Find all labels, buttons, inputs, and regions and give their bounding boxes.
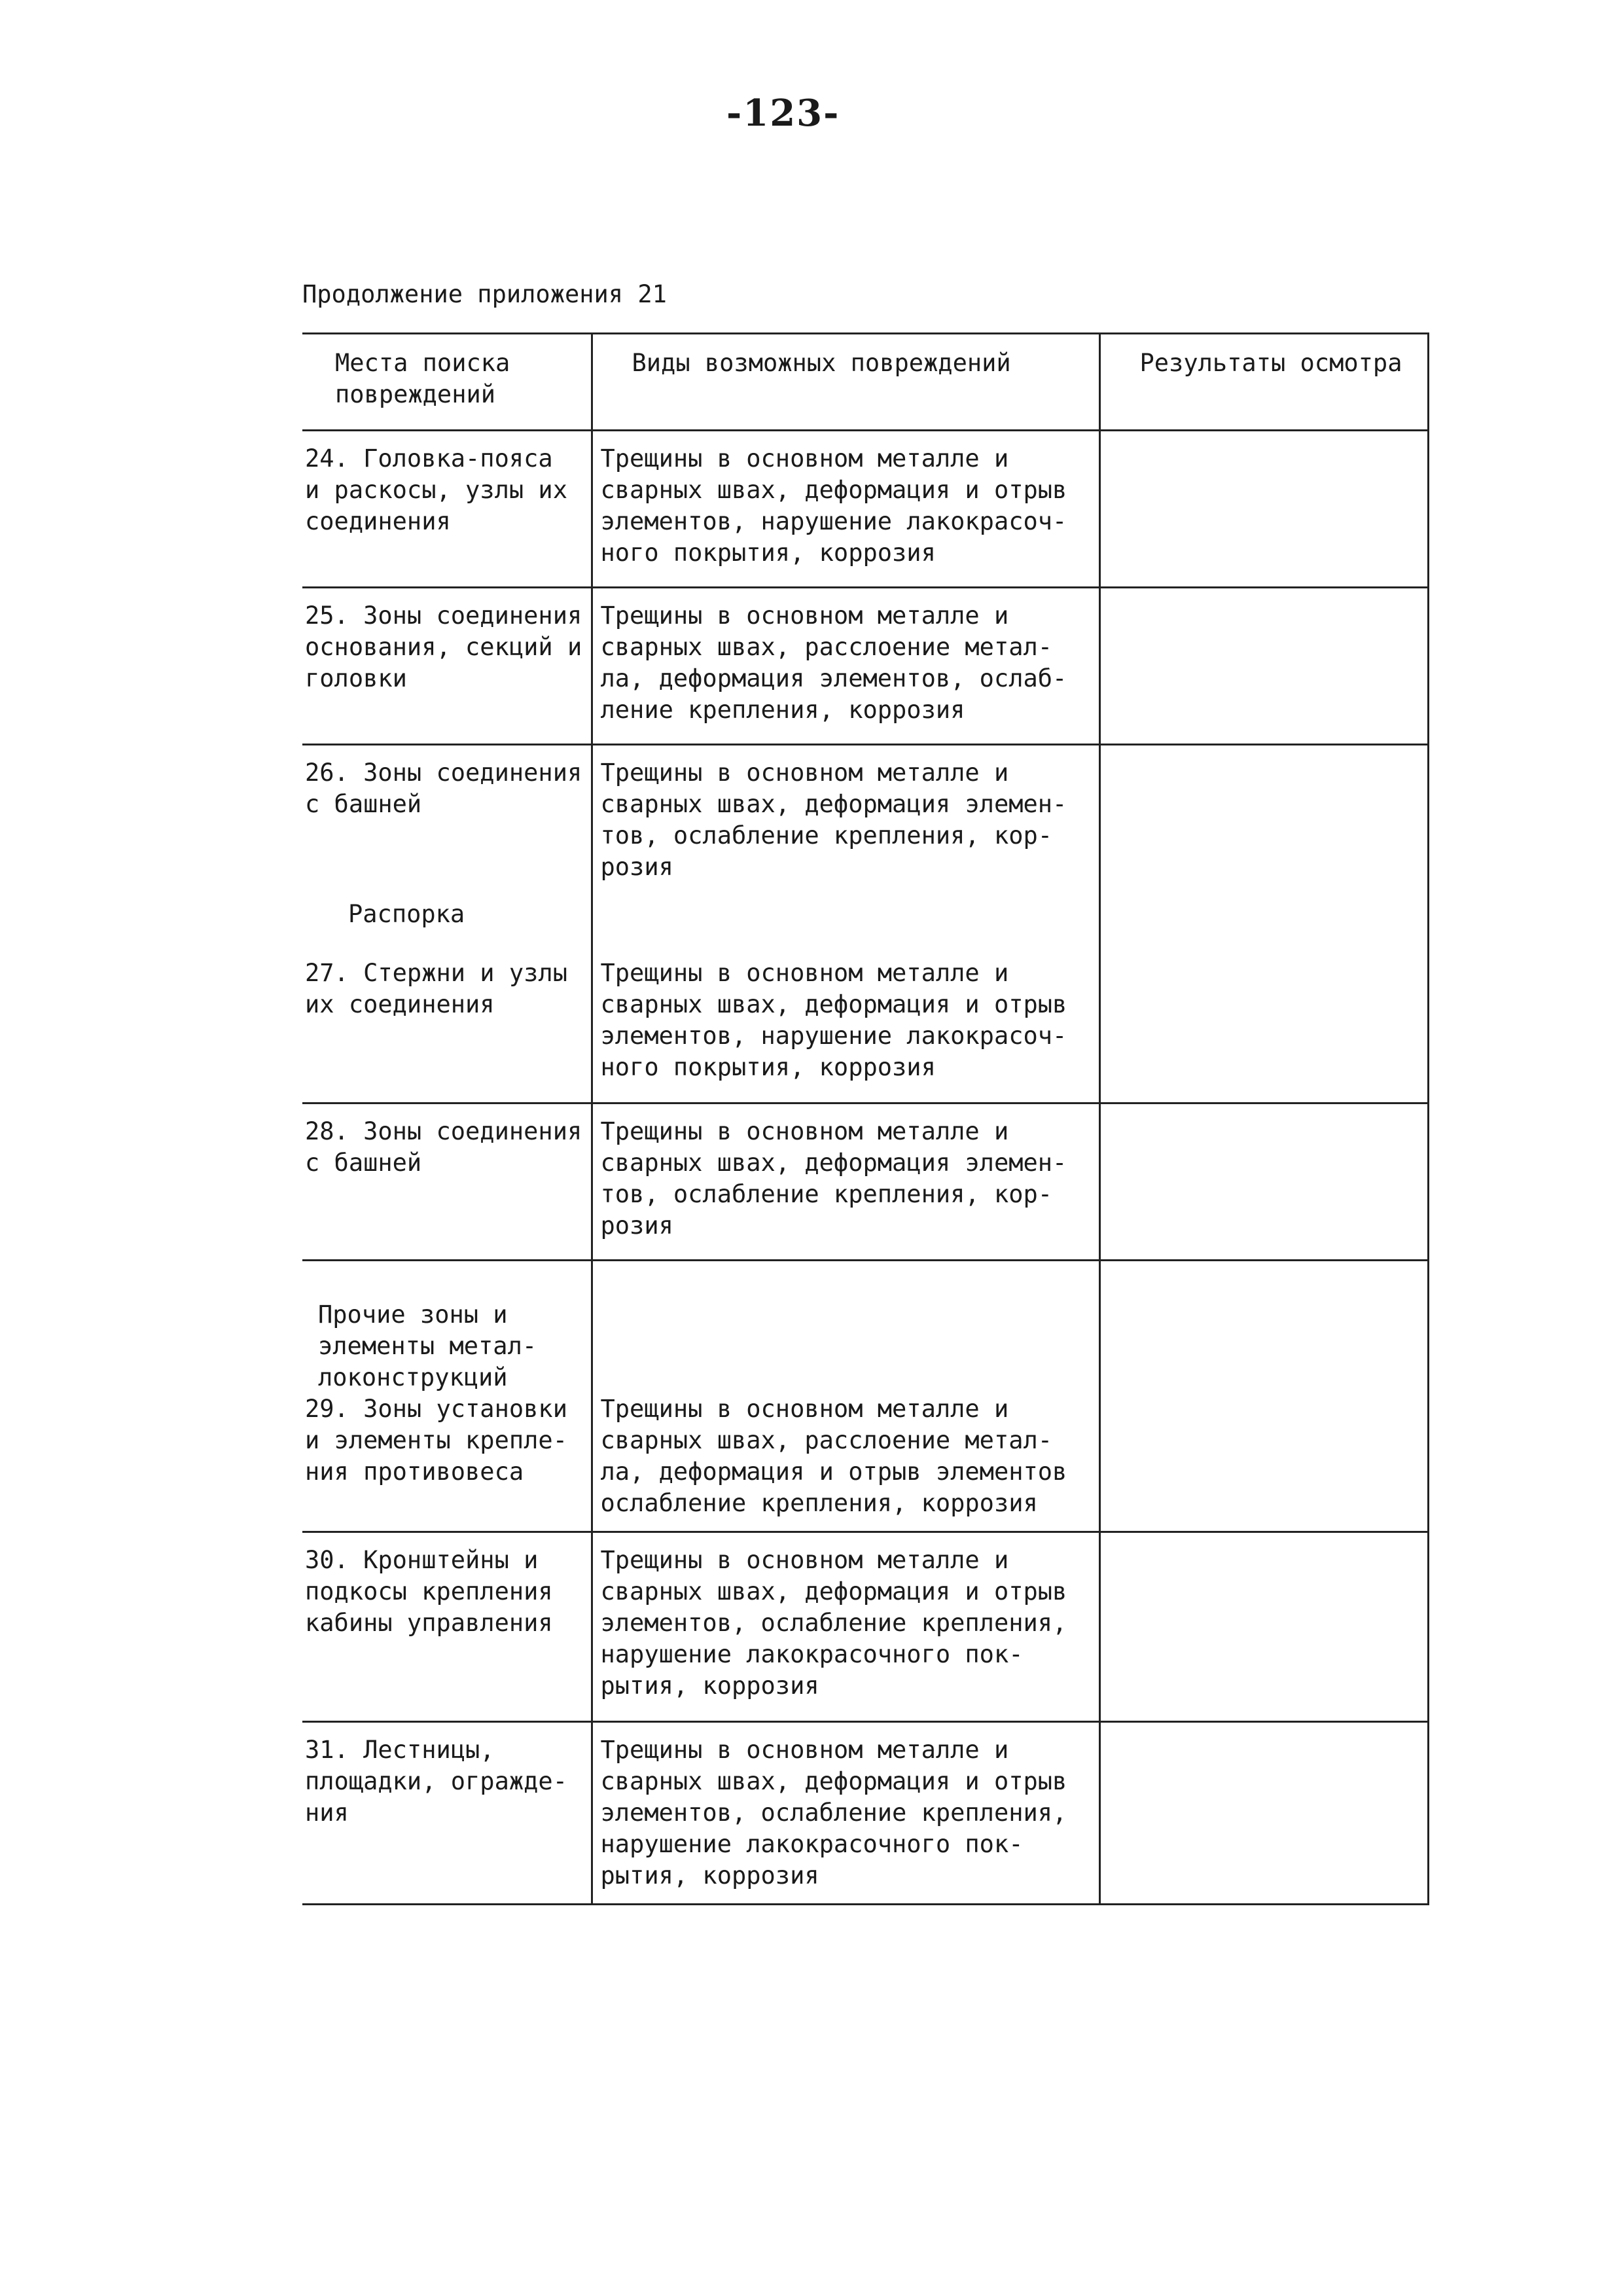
table-row <box>302 1393 1428 1532</box>
result-cell[interactable] <box>1099 946 1428 1103</box>
header-inspection-results: Результаты осмотра <box>1099 334 1428 431</box>
damage-cell: Трещины в основном металле и сварных швах, деформация элемен- тов, ослабление крепления, кор- розия <box>592 745 1099 884</box>
place-cell: 31. Лестницы, площадки, огражде- ния <box>302 1721 592 1904</box>
table-row <box>302 588 1428 745</box>
place-cell: 30. Кронштейны и подкосы крепления кабины управления <box>302 1532 592 1721</box>
header-places: Места поиска повреждений <box>302 334 592 431</box>
damage-cell: Трещины в основном металле и сварных швах, расслоение метал- ла, деформация элементов, ослаб- ление крепления, коррозия <box>592 588 1099 745</box>
section-heading: Распорка <box>348 900 465 928</box>
inspection-table <box>302 332 1429 1905</box>
header-damage-types: Виды возможных повреждений <box>592 334 1099 431</box>
place-cell: 27. Стержни и узлы их соединения <box>302 946 592 1103</box>
table-header-row <box>302 334 1428 431</box>
damage-cell <box>592 1260 1099 1393</box>
place-cell: 24. Головка-пояса и раскосы, узлы их соединения <box>302 431 592 588</box>
damage-cell: Трещины в основном металле и сварных швах, деформация и отрыв элементов, ослабление крепления, нарушение лакокрасочного пок- рытия, коррозия <box>592 1532 1099 1721</box>
damage-cell: Трещины в основном металле и сварных швах, деформация и отрыв элементов, ослабление крепления, нарушение лакокрасочного пок- рытия, коррозия <box>592 1721 1099 1904</box>
result-cell[interactable] <box>1099 745 1428 884</box>
result-cell[interactable] <box>1099 1721 1428 1904</box>
result-cell[interactable] <box>1099 1532 1428 1721</box>
result-cell[interactable] <box>1099 883 1428 946</box>
table-row <box>302 1103 1428 1260</box>
damage-cell: Трещины в основном металле и сварных швах, деформация и отрыв элементов, нарушение лакокрасоч- ного покрытия, коррозия <box>592 946 1099 1103</box>
result-cell[interactable] <box>1099 588 1428 745</box>
damage-cell <box>592 883 1099 946</box>
table-row <box>302 946 1428 1103</box>
damage-cell: Трещины в основном металле и сварных швах, расслоение метал- ла, деформация и отрыв элементов ослабление крепления, коррозия <box>592 1393 1099 1532</box>
table-row <box>302 431 1428 588</box>
section-heading: Прочие зоны и элементы метал- локонструкций <box>318 1300 537 1391</box>
result-cell[interactable] <box>1099 1103 1428 1260</box>
place-cell: 26. Зоны соединения с башней <box>305 759 582 818</box>
result-cell[interactable] <box>1099 1260 1428 1393</box>
table-row <box>302 1532 1428 1721</box>
damage-cell: Трещины в основном металле и сварных швах, деформация и отрыв элементов, нарушение лакокрасоч- ного покрытия, коррозия <box>592 431 1099 588</box>
place-cell: 28. Зоны соединения с башней <box>302 1103 592 1260</box>
place-cell: 29. Зоны установки и элементы крепле- ния противовеса <box>302 1393 592 1532</box>
damage-cell: Трещины в основном металле и сварных швах, деформация элемен- тов, ослабление крепления, кор- розия <box>592 1103 1099 1260</box>
place-cell: 25. Зоны соединения основания, секций и головки <box>302 588 592 745</box>
result-cell[interactable] <box>1099 431 1428 588</box>
section-row <box>302 1260 1428 1393</box>
result-cell[interactable] <box>1099 1393 1428 1532</box>
table-caption: Продолжение приложения 21 <box>302 280 667 308</box>
table-row <box>302 1721 1428 1904</box>
page-number: -123- <box>726 92 840 135</box>
section-row <box>302 883 1428 946</box>
table-row <box>302 745 1428 884</box>
